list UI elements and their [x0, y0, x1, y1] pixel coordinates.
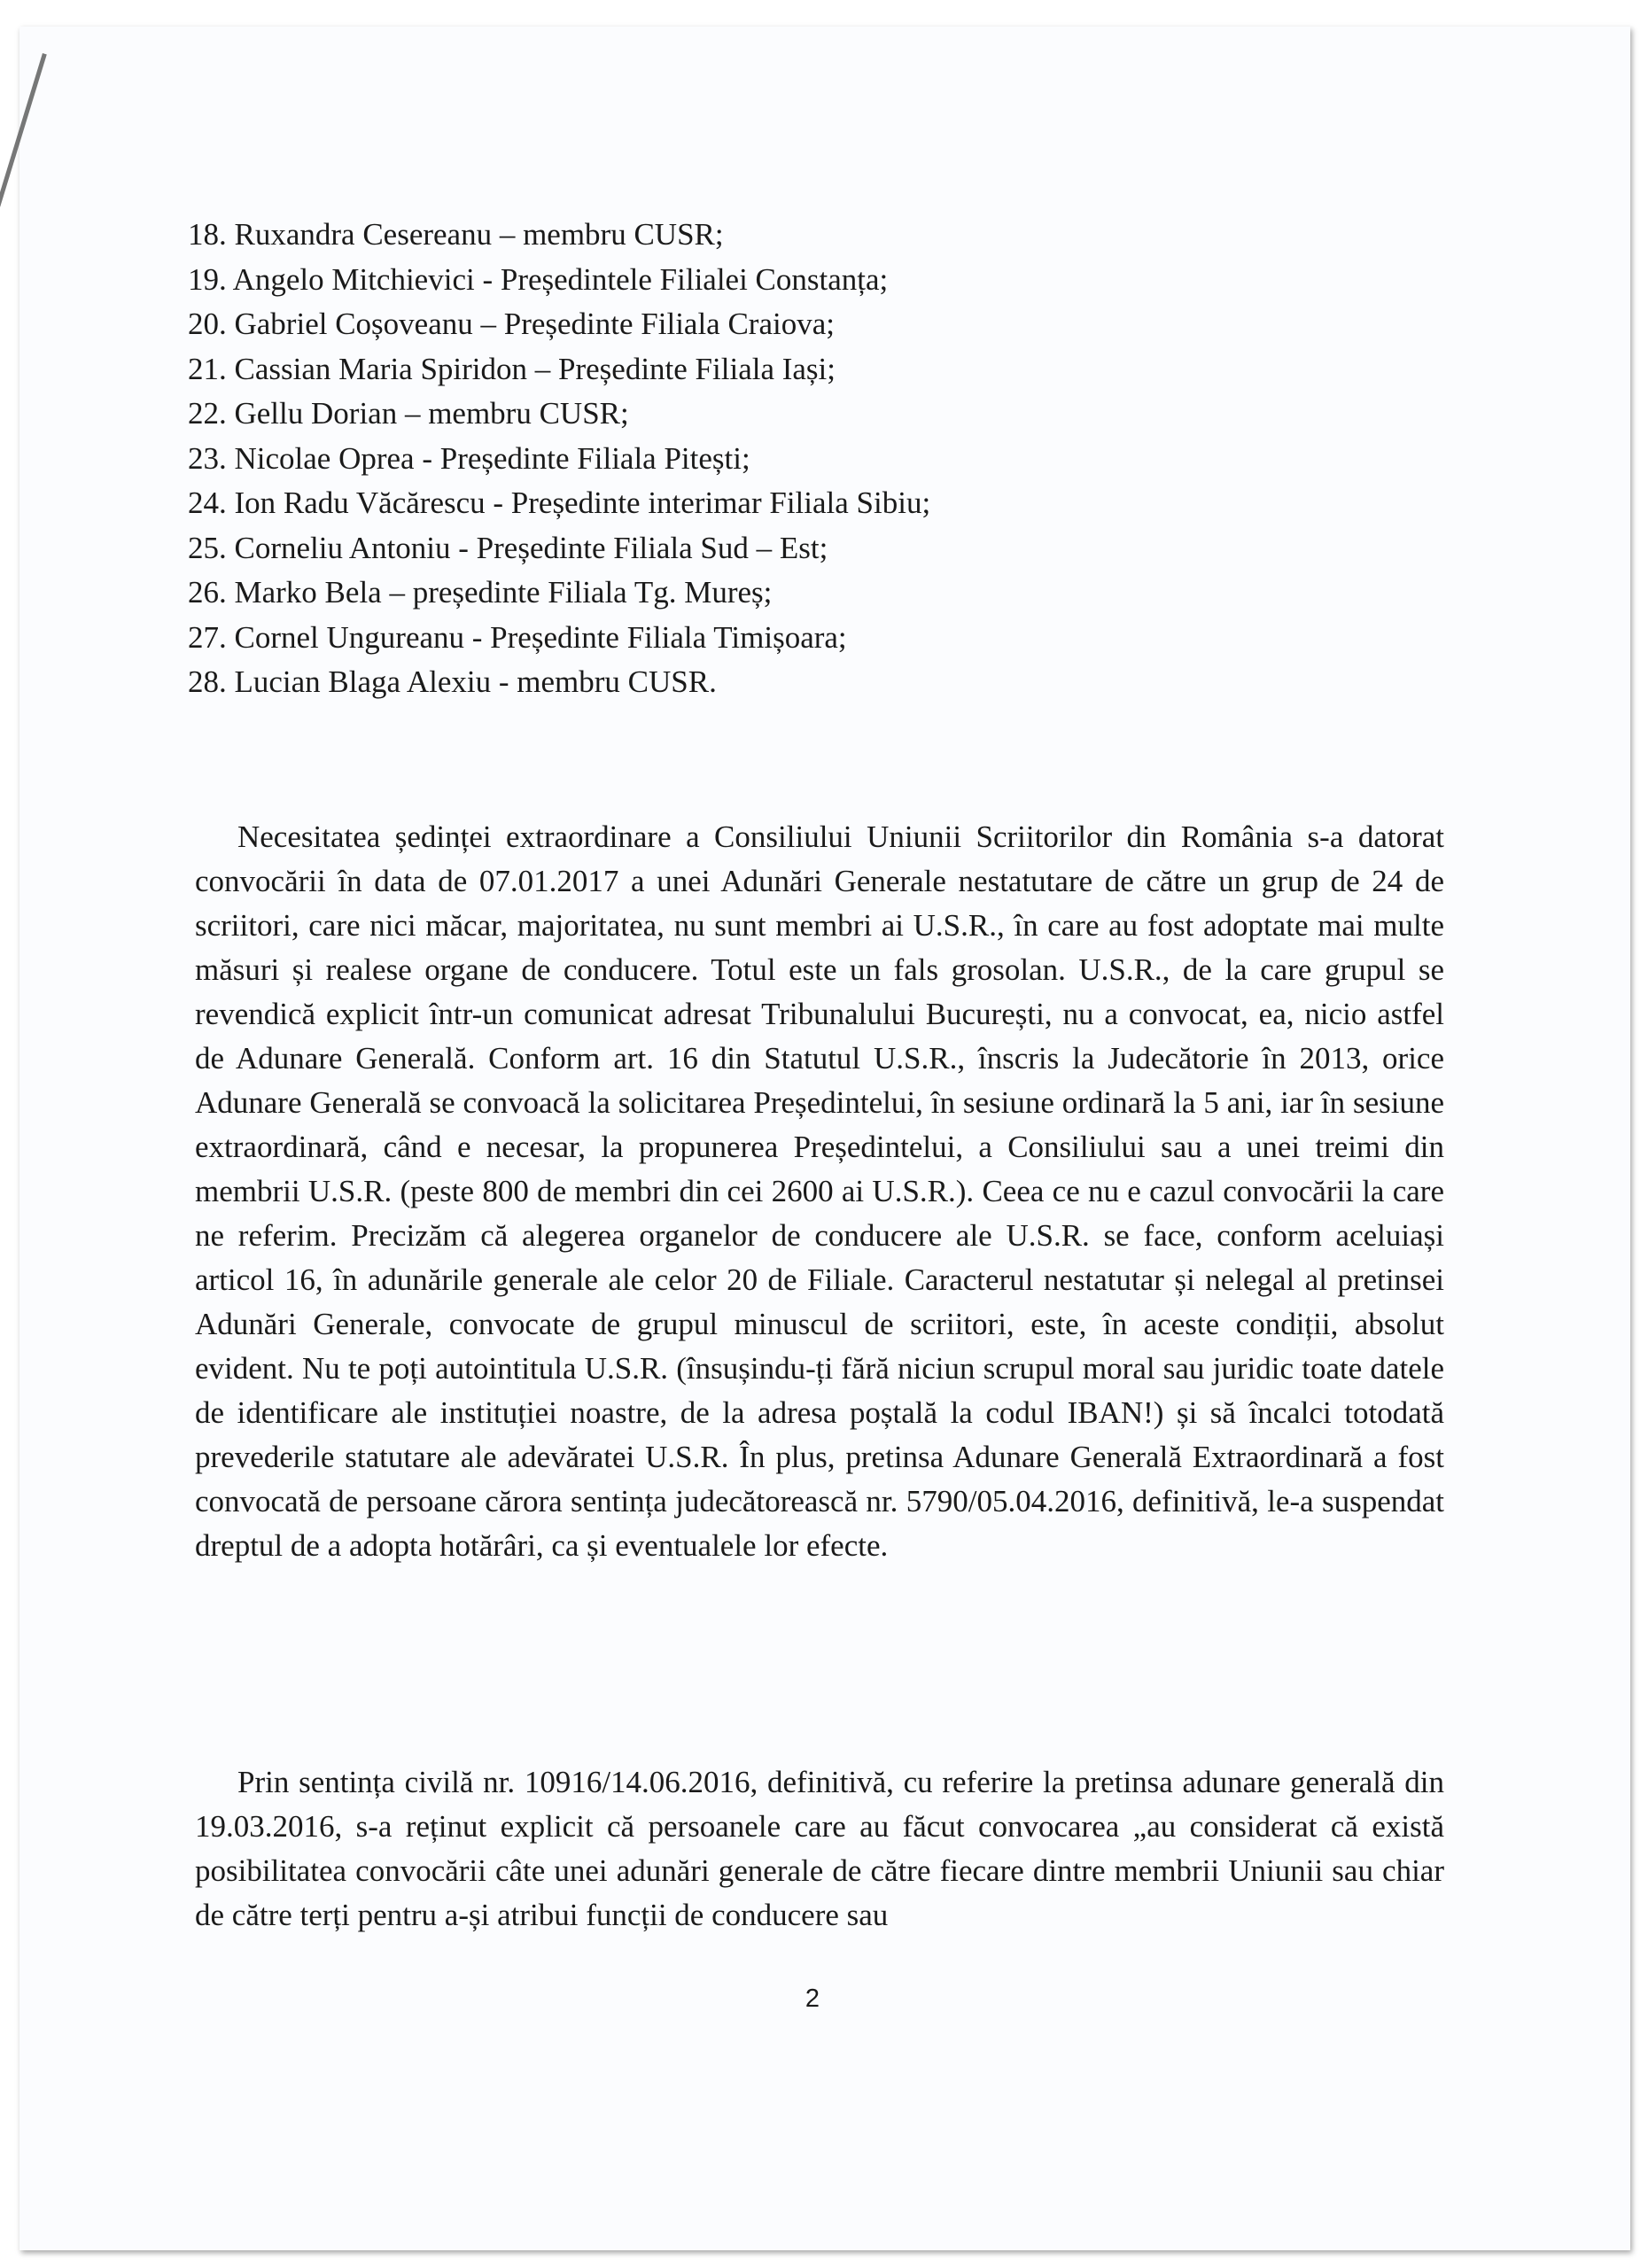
scan-mark — [0, 53, 47, 207]
paragraph-text: Necesitatea ședinței extraordinare a Consiliului Uniunii Scriitorilor din România s-a datorat convocării în data de 07.01.2017 a unei Adunări Generale nestatutare de către un grup de 24 de scriitori, care nici măcar, majoritatea, nu sunt membri ai U.S.R., în care au fost adoptate mai multe măsuri și realese organe de conducere. Totul este un fals grosolan. U.S.R., de la care grupul se revendică explicit într-un comunicat adresat Tribunalului București, nu a convocat, ea, nicio astfel de Adunare Generală. Conform art. 16 din Statutul U.S.R., înscris la Judecătorie în 2013, orice Adunare Generală se convoacă la solicitarea Președintelui, în sesiune ordinară la 5 ani, iar în sesiune extraordinară, când e necesar, la propunerea Președintelui, a Consiliului sau a unei treimi din membrii U.S.R. (peste 800 de membri din cei 2600 ai U.S.R.). Ceea ce nu e cazul convocării la care ne referim. Precizăm că alegerea organelor de conducere ale U.S.R. se face, conform aceluiași articol 16, în adunările generale ale celor 20 de Filiale. Caracterul nestatutar și nelegal al pretinsei Adunări Generale, convocate de grupul minuscul de scriitori, este, în aceste condiții, absolut evident. Nu te poți autointitula U.S.R. (însușindu-ți fără niciun scrupul moral sau juridic toate datele de identificare ale instituției noastre, de la adresa poștală la codul IBAN!) și să încalci totodată prevederile statutare ale adevăratei U.S.R. În plus, pretinsa Adunare Generală Extraordinară a fost convocată de persoane cărora sentința judecătorească nr. 5790/05.04.2016, definitivă, le-a suspendat dreptul de a adopta hotărâri, ca și eventualele lor efecte. — [195, 819, 1444, 1563]
page-number: 2 — [805, 1984, 820, 2013]
list-item: 21. Cassian Maria Spiridon – Președinte Filiala Iași; — [188, 351, 836, 386]
list-item: 26. Marko Bela – președinte Filiala Tg. Mureș; — [188, 575, 773, 610]
list-item: 20. Gabriel Coșoveanu – Președinte Filiala Craiova; — [188, 307, 835, 341]
list-item: 27. Cornel Ungureanu - Președinte Filiala Timișoara; — [188, 619, 847, 655]
member-list — [188, 213, 930, 705]
list-item: 24. Ion Radu Văcărescu - Președinte interimar Filiala Sibiu; — [188, 485, 931, 520]
list-item: 23. Nicolae Oprea - Președinte Filiala Pitești; — [188, 440, 750, 476]
list-item: 28. Lucian Blaga Alexiu - membru CUSR. — [188, 664, 717, 699]
paragraph-text: Prin sentința civilă nr. 10916/14.06.2016, definitivă, cu referire la pretinsa adunare generală din 19.03.2016, s-a reținut explicit că persoanele care au făcut convocarea „au considerat că există posibilitatea convocării câte unei adunări generale de către fiecare dintre membrii Uniunii sau chiar de către terți pentru a-și atribui funcții de conducere sau — [195, 1765, 1444, 1932]
list-item: 25. Corneliu Antoniu - Președinte Filiala Sud – Est; — [188, 530, 828, 565]
body-paragraph-2 — [195, 1760, 1444, 1938]
document-page — [19, 27, 1630, 2250]
list-item: 19. Angelo Mitchievici - Președintele Filialei Constanța; — [188, 261, 889, 297]
body-paragraph-1 — [195, 815, 1444, 1568]
list-item: 22. Gellu Dorian – membru CUSR; — [188, 396, 629, 431]
list-item: 18. Ruxandra Cesereanu – membru CUSR; — [188, 217, 724, 252]
